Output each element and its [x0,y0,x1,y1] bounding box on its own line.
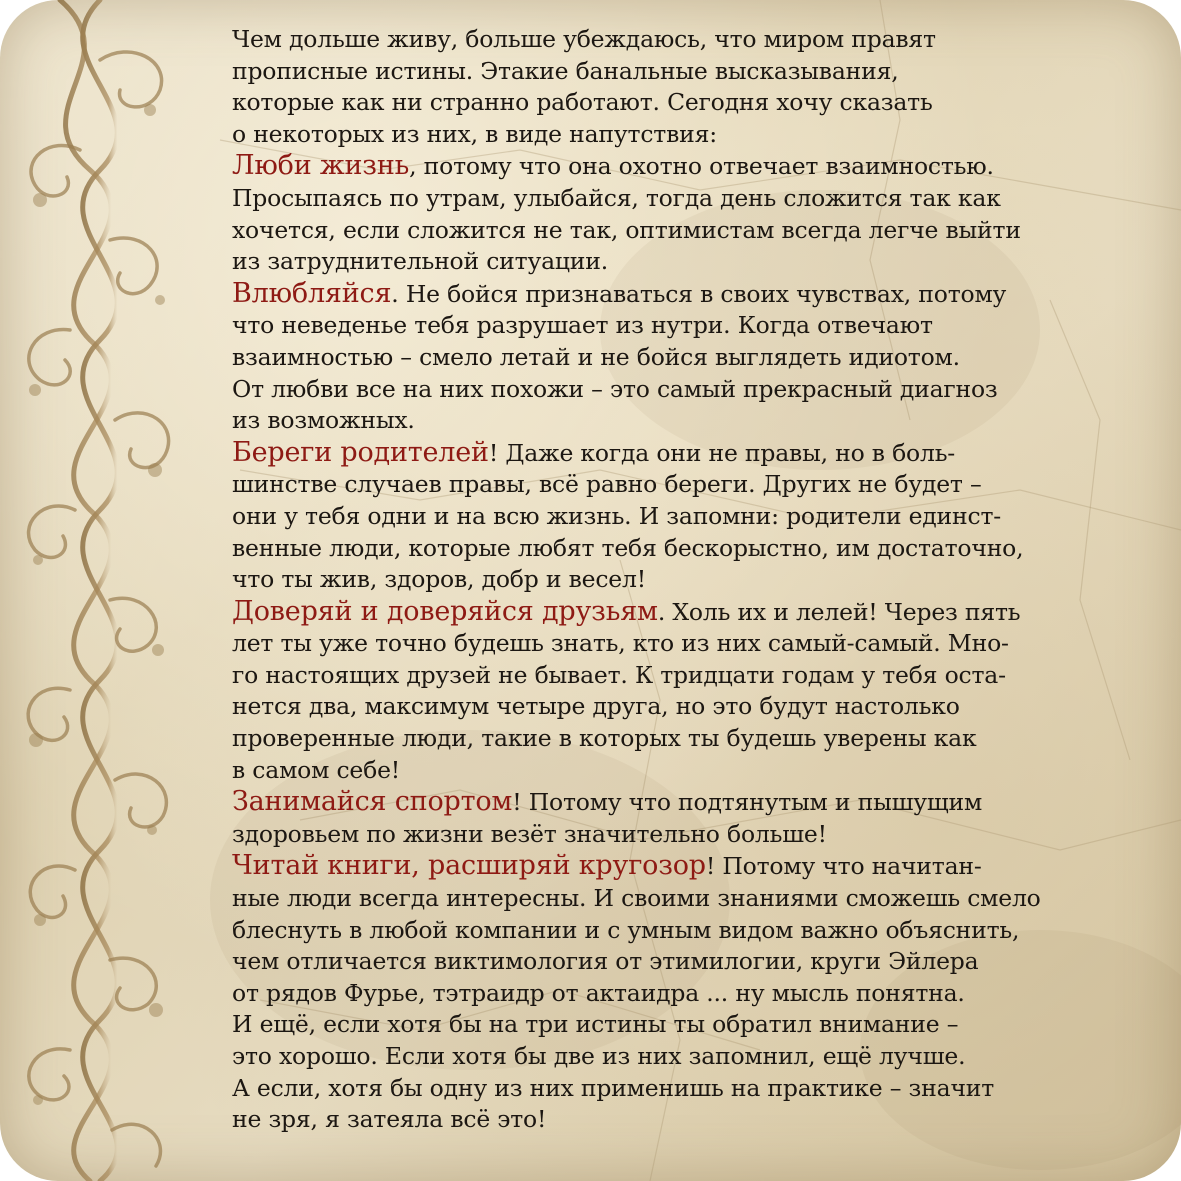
section-heading: Люби жизнь [232,150,410,182]
text-line [232,850,1137,883]
text-line [232,533,1137,565]
text-line [232,723,1137,755]
text-segment: блеснуть в любой компании и с умным видом важно объяснить, [232,915,1020,944]
text-line [232,469,1137,501]
text-segment: . Не бойся признаваться в своих чувствах, потому [391,279,1007,308]
text-segment: из затруднительной ситуации. [232,247,608,276]
text-line [232,915,1137,947]
text-line [232,437,1137,470]
text-segment: От любви все на них похожи – это самый прекрасный диагноз [232,374,998,403]
text-segment: что ты жив, здоров, добр и весел! [232,565,646,594]
section-heading: Береги родителей [232,436,489,468]
text-segment: прописные истины. Этакие банальные высказывания, [232,56,899,85]
text-line [232,1073,1137,1105]
text-line [232,278,1137,311]
text-line [232,119,1137,151]
text-segment: которые как ни странно работают. Сегодня хочу сказать [232,88,933,117]
text-segment: венные люди, которые любят тебя бескорыстно, им достаточно, [232,533,1024,562]
text-line [232,1041,1137,1073]
text-segment: в самом себе! [232,755,401,784]
text-segment: ные люди всегда интересны. И своими знаниями сможешь смело [232,884,1041,913]
text-line [232,1009,1137,1041]
section-heading: Доверяй и доверяйся друзьям [232,595,658,627]
text-segment: шинстве случаев правы, всё равно береги. Других не будет – [232,470,982,499]
text-segment: из возможных. [232,406,415,435]
text-segment: что неведенье тебя разрушает из нутри. Когда отвечают [232,311,933,340]
text-segment: здоровьем по жизни везёт значительно больше! [232,819,827,848]
text-line [232,87,1137,119]
text-line [232,755,1137,787]
text-line [232,246,1137,278]
text-segment: . Холь их и лелей! Через пять [657,597,1021,626]
advice-text [232,24,1137,1136]
text-segment: о некоторых из них, в виде напутствия: [232,119,717,148]
text-line [232,660,1137,692]
text-line [232,56,1137,88]
text-line [232,691,1137,723]
text-line [232,150,1137,183]
text-line [232,978,1137,1010]
text-segment: ! Даже когда они не правы, но в боль- [488,438,956,467]
text-line [232,786,1137,819]
text-segment: го настоящих друзей не бывает. К тридцати годам у тебя оста- [232,660,1006,689]
text-segment: ! Потому что начитан- [705,852,982,881]
text-line [232,310,1137,342]
text-line [232,405,1137,437]
text-segment: от рядов Фурье, тэтраидр от актаидра ... ну мысль понятна. [232,978,965,1007]
text-segment: лет ты уже точно будешь знать, кто из них самый-самый. Мно- [232,629,1009,658]
text-segment: ! Потому что подтянутым и пышущим [512,788,983,817]
text-line [232,596,1137,629]
text-line [232,183,1137,215]
text-line [232,628,1137,660]
text-segment: они у тебя одни и на всю жизнь. И запомни: родители единст- [232,501,1001,530]
text-segment: взаимностью – смело летай и не бойся выглядеть идиотом. [232,342,960,371]
text-segment: хочется, если сложится не так, оптимистам всегда легче выйти [232,215,1021,244]
text-line [232,374,1137,406]
text-segment: А если, хотя бы одну из них применишь на практике – значит [232,1073,995,1102]
text-segment: нется два, максимум четыре друга, но это будут настолько [232,692,960,721]
section-heading: Читай книги, расширяй кругозор [232,850,706,882]
text-segment: Просыпаясь по утрам, улыбайся, тогда день сложится так как [232,183,1001,212]
text-segment: И ещё, если хотя бы на три истины ты обратил внимание – [232,1010,959,1039]
text-segment: , потому что она охотно отвечает взаимностью. [409,152,994,181]
text-line [232,342,1137,374]
text-line [232,819,1137,851]
text-segment: проверенные люди, такие в которых ты будешь уверены как [232,724,977,753]
text-line [232,215,1137,247]
text-line [232,501,1137,533]
text-segment: не зря, я затеяла всё это! [232,1105,547,1134]
text-segment: это хорошо. Если хотя бы две из них запомнил, ещё лучше. [232,1042,966,1070]
text-line [232,883,1137,915]
text-line [232,1104,1137,1136]
text-line [232,24,1137,56]
section-heading: Занимайся спортом [232,786,513,818]
section-heading: Влюбляйся [232,277,392,309]
text-segment: чем отличается виктимология от этимилогии, круги Эйлера [232,947,979,976]
ornate-floral-border [0,0,215,1181]
text-line [232,564,1137,596]
text-line [232,946,1137,978]
text-segment: Чем дольше живу, больше убеждаюсь, что миром правят [232,25,936,53]
